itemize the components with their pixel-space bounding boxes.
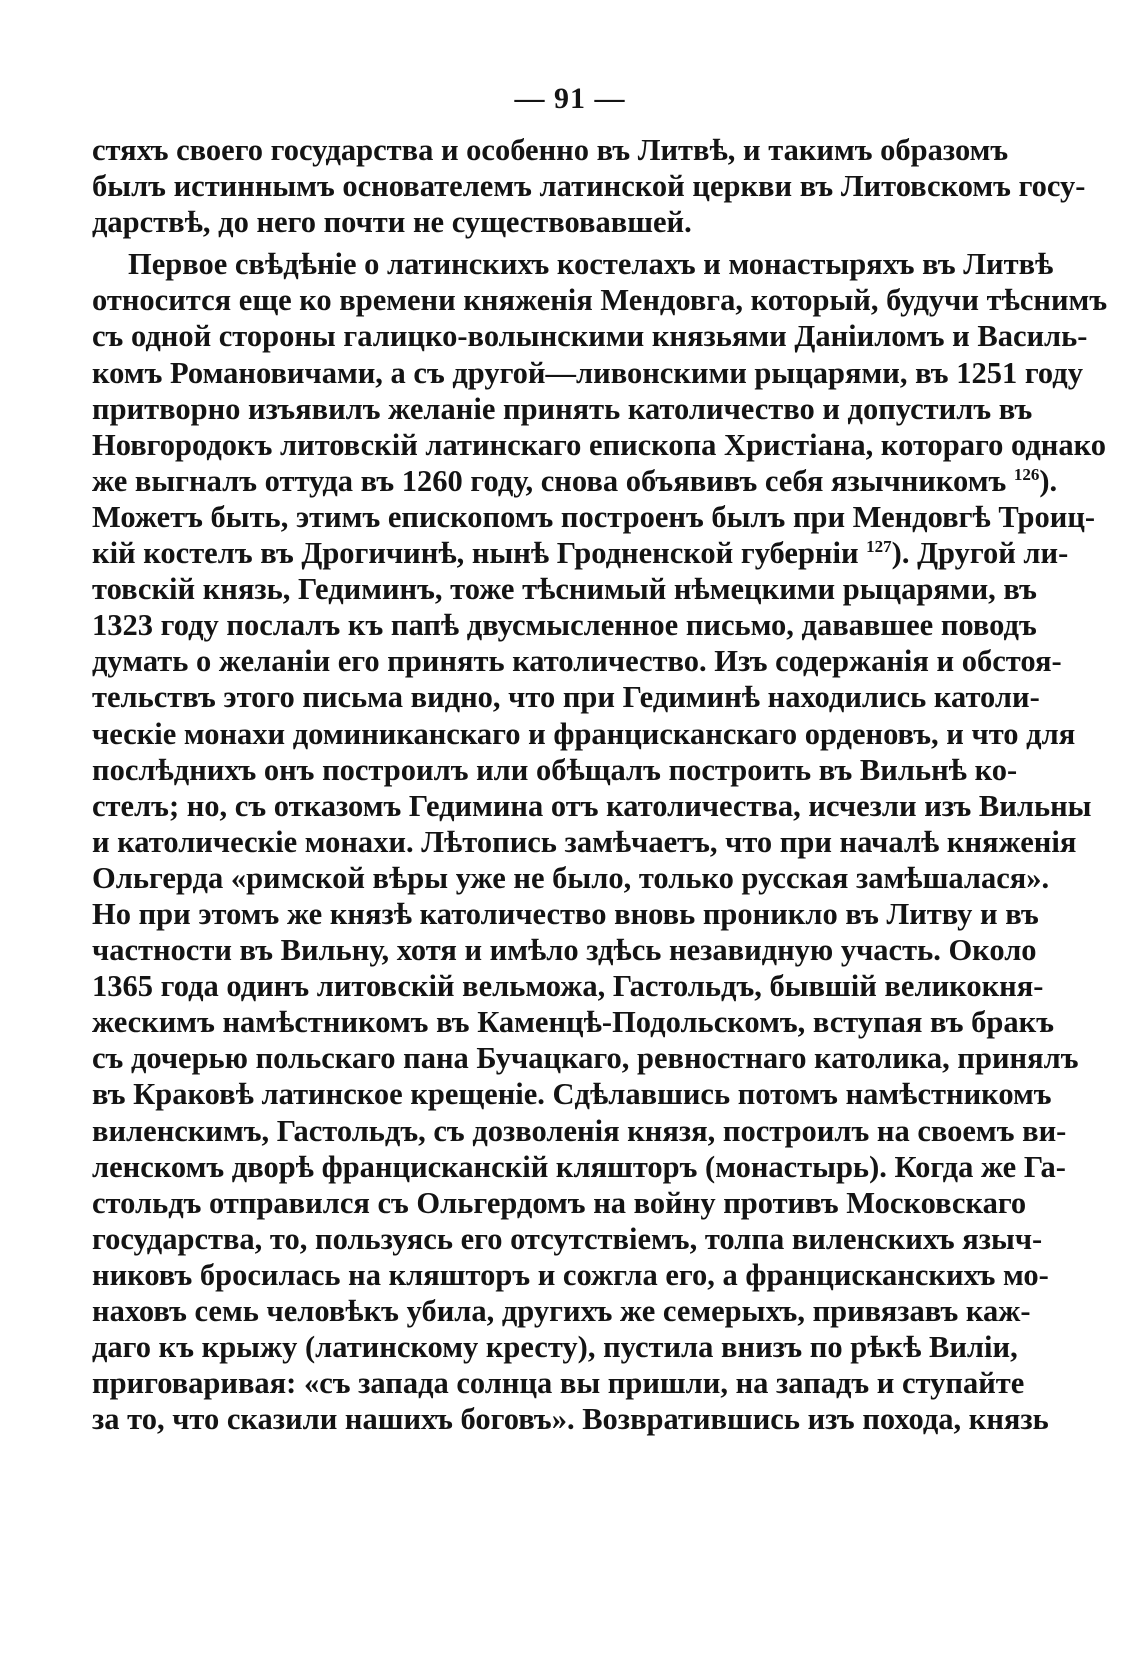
text-line: тельствъ этого письма видно, что при Гедиминѣ находились католи- (92, 680, 1040, 715)
text-line: былъ истиннымъ основателемъ латинской церкви въ Литовскомъ госу- (92, 169, 1086, 204)
text-line: стелъ; но, съ отказомъ Гедимина отъ католичества, исчезли изъ Вильны (92, 788, 1092, 823)
text-line: комъ Романовичами, а съ другой—ливонскими рыцарями, въ 1251 году (92, 355, 1083, 390)
text-line: жескимъ намѣстникомъ въ Каменцѣ-Подольскомъ, вступая въ бракъ (92, 1005, 1054, 1040)
text-line: Новгородокъ литовскій латинскаго епископа Христіана, котораго однако (92, 427, 1107, 462)
text-line: даго къ крыжу (латинскому кресту), пустила внизъ по рѣкѣ Виліи, (92, 1330, 1018, 1365)
text-line: Ольгерда «римской вѣры уже не было, только русская замѣшалася». (92, 860, 1050, 895)
text-line: товскій князь, Гедиминъ, тоже тѣснимый нѣмецкими рыцарями, въ (92, 572, 1037, 607)
text-segment: же выгналъ оттуда въ 1260 году, снова объявивъ себя язычникомъ (92, 463, 1007, 498)
paragraph (92, 246, 1108, 1437)
text-line: государства, то, пользуясь его отсутствіемъ, толпа виленскихъ языч- (92, 1221, 1043, 1256)
text-line: думать о желаніи его принять католичество. Изъ содержанія и обстоя- (92, 644, 1062, 679)
text-line (92, 535, 1069, 571)
text-line: частности въ Вильну, хотя и имѣло здѣсь незавидную участь. Около (92, 933, 1037, 968)
paragraph (92, 132, 1086, 240)
text-line: стяхъ своего государства и особенно въ Литвѣ, и такимъ образомъ (92, 133, 1009, 167)
text-line: 1323 году послалъ къ папѣ двусмысленное письмо, дававшее поводъ (92, 608, 1037, 643)
page-number: — 91 — (514, 82, 626, 115)
footnote-ref: 126 (1013, 464, 1040, 484)
text-line: послѣднихъ онъ построилъ или обѣщалъ построить въ Вильнѣ ко- (92, 752, 1018, 787)
text-line: стольдъ отправился съ Ольгердомъ на войну противъ Московскаго (92, 1185, 1027, 1220)
text-segment: ). (1039, 463, 1058, 498)
text-line: за то, что сказили нашихъ боговъ». Возвратившись изъ похода, князь (92, 1402, 1049, 1437)
text-line: 1365 года одинъ литовскій вельможа, Гастольдъ, бывшій великокня- (92, 969, 1044, 1004)
text-segment: ). Другой ли- (891, 536, 1069, 571)
text-line: относится еще ко времени княженія Мендовга, который, будучи тѣснимъ (92, 283, 1108, 318)
text-line: наховъ семь человѣкъ убила, другихъ же семерыхъ, привязавъ каж- (92, 1294, 1031, 1328)
text-line: Первое свѣдѣніе о латинскихъ костелахъ и монастыряхъ въ Литвѣ (128, 247, 1054, 282)
text-line: виленскимъ, Гастольдъ, съ дозволенія князя, построилъ на своемъ ви- (92, 1113, 1067, 1148)
text-line: притворно изъявилъ желаніе принять католичество и допустилъ въ (92, 391, 1033, 426)
text-line: Но при этомъ же князѣ католичество вновь проникло въ Литву и въ (92, 896, 1039, 931)
text-line: дарствѣ, до него почти не существовавшей. (92, 205, 692, 240)
text-line: ленскомъ дворѣ францисканскій кляшторъ (монастырь). Когда же Га- (92, 1149, 1066, 1184)
text-line: Можетъ быть, этимъ епископомъ построенъ былъ при Мендовгѣ Троиц- (92, 499, 1096, 534)
text-line: въ Краковѣ латинское крещеніе. Сдѣлавшись потомъ намѣстникомъ (92, 1077, 1052, 1112)
body-text (92, 132, 1108, 1437)
text-line (92, 463, 1058, 499)
text-segment: кій костелъ въ Дрогичинѣ, нынѣ Гродненской губерніи (92, 536, 859, 571)
text-line: приговаривая: «съ запада солнца вы пришли, на западъ и ступайте (92, 1366, 1025, 1401)
text-line: и католическіе монахи. Лѣтопись замѣчаетъ, что при началѣ княженія (92, 824, 1077, 859)
text-line: ческіе монахи доминиканскаго и францисканскаго орденовъ, и что для (92, 716, 1076, 751)
text-line: никовъ бросилась на кляшторъ и сожгла его, а францисканскихъ мо- (92, 1257, 1049, 1292)
text-line: съ одной стороны галицко-волынскими князьями Даніиломъ и Василь- (92, 319, 1088, 354)
footnote-ref: 127 (866, 536, 892, 556)
text-line: съ дочерью польскаго пана Бучацкаго, ревностнаго католика, принялъ (92, 1041, 1079, 1076)
